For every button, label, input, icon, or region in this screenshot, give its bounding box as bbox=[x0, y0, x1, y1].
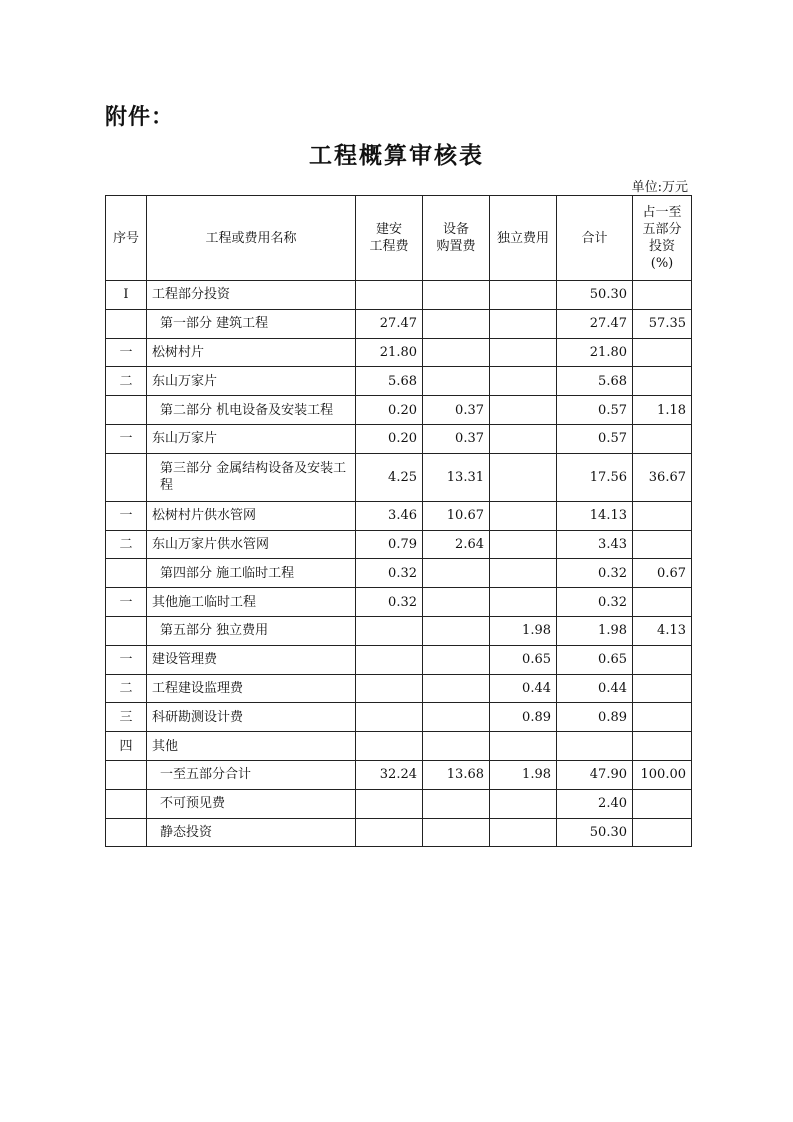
cell-total: 50.30 bbox=[557, 818, 633, 847]
header-name: 工程或费用名称 bbox=[147, 196, 356, 281]
cell-seq: 三 bbox=[106, 703, 147, 732]
cell-construction: 21.80 bbox=[356, 338, 423, 367]
cell-equipment bbox=[423, 616, 490, 645]
cell-name: 建设管理费 bbox=[147, 645, 356, 674]
cell-independent bbox=[490, 818, 557, 847]
cell-equipment bbox=[423, 367, 490, 396]
cell-total: 0.57 bbox=[557, 396, 633, 425]
cell-equipment bbox=[423, 281, 490, 310]
cell-construction: 4.25 bbox=[356, 453, 423, 501]
cell-equipment bbox=[423, 674, 490, 703]
cell-name: 一至五部分合计 bbox=[147, 760, 356, 789]
cell-percent bbox=[633, 645, 692, 674]
table-row bbox=[106, 588, 692, 617]
cell-seq: 二 bbox=[106, 674, 147, 703]
cell-total bbox=[557, 732, 633, 761]
cell-seq: 一 bbox=[106, 338, 147, 367]
cell-construction bbox=[356, 732, 423, 761]
cell-seq: 一 bbox=[106, 645, 147, 674]
cell-total: 0.65 bbox=[557, 645, 633, 674]
cell-equipment bbox=[423, 789, 490, 818]
cell-construction: 0.20 bbox=[356, 424, 423, 453]
cell-construction: 0.32 bbox=[356, 559, 423, 588]
cell-seq: 四 bbox=[106, 732, 147, 761]
cell-name: 松树村片供水管网 bbox=[147, 501, 356, 530]
cell-percent bbox=[633, 818, 692, 847]
cell-total: 0.32 bbox=[557, 588, 633, 617]
cell-total: 27.47 bbox=[557, 309, 633, 338]
unit-label: 单位:万元 bbox=[631, 180, 688, 195]
table-row bbox=[106, 732, 692, 761]
table-row bbox=[106, 645, 692, 674]
cell-independent bbox=[490, 530, 557, 559]
cell-independent: 1.98 bbox=[490, 616, 557, 645]
cell-name: 其他 bbox=[147, 732, 356, 761]
table-row bbox=[106, 789, 692, 818]
cell-seq bbox=[106, 616, 147, 645]
cell-independent bbox=[490, 281, 557, 310]
cell-equipment: 10.67 bbox=[423, 501, 490, 530]
cell-equipment bbox=[423, 732, 490, 761]
cell-equipment bbox=[423, 338, 490, 367]
header-total: 合计 bbox=[557, 196, 633, 281]
cell-name: 第一部分 建筑工程 bbox=[147, 309, 356, 338]
cell-percent bbox=[633, 732, 692, 761]
cell-percent bbox=[633, 530, 692, 559]
table-row bbox=[106, 396, 692, 425]
cell-equipment: 0.37 bbox=[423, 424, 490, 453]
cell-construction: 0.20 bbox=[356, 396, 423, 425]
cell-independent: 0.65 bbox=[490, 645, 557, 674]
cell-independent: 0.44 bbox=[490, 674, 557, 703]
table-row bbox=[106, 674, 692, 703]
cell-construction: 0.79 bbox=[356, 530, 423, 559]
cell-equipment bbox=[423, 559, 490, 588]
cell-seq: 一 bbox=[106, 501, 147, 530]
cell-seq: 一 bbox=[106, 588, 147, 617]
cell-name: 第四部分 施工临时工程 bbox=[147, 559, 356, 588]
cell-seq bbox=[106, 818, 147, 847]
cell-percent: 36.67 bbox=[633, 453, 692, 501]
cell-name: 其他施工临时工程 bbox=[147, 588, 356, 617]
cell-total: 5.68 bbox=[557, 367, 633, 396]
cell-independent bbox=[490, 588, 557, 617]
cell-construction: 5.68 bbox=[356, 367, 423, 396]
cell-seq: I bbox=[106, 281, 147, 310]
table-row bbox=[106, 818, 692, 847]
cell-equipment bbox=[423, 703, 490, 732]
audit-table bbox=[105, 195, 692, 847]
cell-name: 静态投资 bbox=[147, 818, 356, 847]
cell-percent bbox=[633, 367, 692, 396]
cell-independent bbox=[490, 453, 557, 501]
cell-percent: 1.18 bbox=[633, 396, 692, 425]
cell-percent bbox=[633, 789, 692, 818]
cell-independent bbox=[490, 732, 557, 761]
cell-name: 工程部分投资 bbox=[147, 281, 356, 310]
cell-total: 14.13 bbox=[557, 501, 633, 530]
table-row bbox=[106, 309, 692, 338]
cell-name: 松树村片 bbox=[147, 338, 356, 367]
cell-name: 不可预见费 bbox=[147, 789, 356, 818]
cell-percent bbox=[633, 588, 692, 617]
header-percent: 占一至 五部分 投资 (%) bbox=[633, 196, 692, 281]
cell-percent: 100.00 bbox=[633, 760, 692, 789]
cell-construction bbox=[356, 645, 423, 674]
cell-percent bbox=[633, 674, 692, 703]
page-title: 工程概算审核表 bbox=[309, 143, 484, 169]
cell-equipment bbox=[423, 588, 490, 617]
cell-independent bbox=[490, 789, 557, 818]
table-row bbox=[106, 703, 692, 732]
cell-total: 3.43 bbox=[557, 530, 633, 559]
cell-independent: 0.89 bbox=[490, 703, 557, 732]
table-row bbox=[106, 760, 692, 789]
cell-construction bbox=[356, 674, 423, 703]
cell-seq: 二 bbox=[106, 530, 147, 559]
cell-equipment: 13.68 bbox=[423, 760, 490, 789]
cell-independent bbox=[490, 424, 557, 453]
cell-independent bbox=[490, 501, 557, 530]
cell-total: 50.30 bbox=[557, 281, 633, 310]
table-row bbox=[106, 367, 692, 396]
cell-construction bbox=[356, 789, 423, 818]
table-row bbox=[106, 281, 692, 310]
table-row bbox=[106, 559, 692, 588]
cell-name: 科研勘测设计费 bbox=[147, 703, 356, 732]
cell-independent bbox=[490, 367, 557, 396]
cell-total: 21.80 bbox=[557, 338, 633, 367]
table-row bbox=[106, 338, 692, 367]
cell-equipment: 13.31 bbox=[423, 453, 490, 501]
cell-percent bbox=[633, 703, 692, 732]
cell-name: 第三部分 金属结构设备及安装工程 bbox=[147, 453, 356, 501]
cell-seq: 二 bbox=[106, 367, 147, 396]
cell-total: 0.32 bbox=[557, 559, 633, 588]
cell-construction: 32.24 bbox=[356, 760, 423, 789]
cell-total: 17.56 bbox=[557, 453, 633, 501]
cell-name: 第五部分 独立费用 bbox=[147, 616, 356, 645]
cell-equipment bbox=[423, 309, 490, 338]
cell-seq bbox=[106, 559, 147, 588]
header-seq: 序号 bbox=[106, 196, 147, 281]
table-row bbox=[106, 501, 692, 530]
table-header-row bbox=[106, 196, 692, 281]
cell-seq bbox=[106, 453, 147, 501]
cell-percent: 0.67 bbox=[633, 559, 692, 588]
cell-equipment: 0.37 bbox=[423, 396, 490, 425]
cell-total: 2.40 bbox=[557, 789, 633, 818]
cell-independent bbox=[490, 309, 557, 338]
cell-seq: 一 bbox=[106, 424, 147, 453]
cell-independent: 1.98 bbox=[490, 760, 557, 789]
cell-equipment bbox=[423, 818, 490, 847]
header-independent: 独立费用 bbox=[490, 196, 557, 281]
cell-percent bbox=[633, 338, 692, 367]
cell-percent: 4.13 bbox=[633, 616, 692, 645]
cell-construction: 27.47 bbox=[356, 309, 423, 338]
cell-name: 工程建设监理费 bbox=[147, 674, 356, 703]
table-row bbox=[106, 424, 692, 453]
table-row bbox=[106, 616, 692, 645]
cell-total: 0.44 bbox=[557, 674, 633, 703]
cell-construction: 3.46 bbox=[356, 501, 423, 530]
cell-construction bbox=[356, 703, 423, 732]
cell-construction: 0.32 bbox=[356, 588, 423, 617]
cell-percent bbox=[633, 281, 692, 310]
cell-total: 1.98 bbox=[557, 616, 633, 645]
table-row bbox=[106, 453, 692, 501]
cell-name: 东山万家片 bbox=[147, 367, 356, 396]
cell-independent bbox=[490, 559, 557, 588]
cell-equipment bbox=[423, 645, 490, 674]
cell-total: 0.89 bbox=[557, 703, 633, 732]
cell-equipment: 2.64 bbox=[423, 530, 490, 559]
cell-percent bbox=[633, 501, 692, 530]
header-construction: 建安 工程费 bbox=[356, 196, 423, 281]
cell-construction bbox=[356, 818, 423, 847]
cell-percent: 57.35 bbox=[633, 309, 692, 338]
cell-name: 东山万家片供水管网 bbox=[147, 530, 356, 559]
cell-independent bbox=[490, 396, 557, 425]
cell-construction bbox=[356, 281, 423, 310]
cell-construction bbox=[356, 616, 423, 645]
cell-seq bbox=[106, 396, 147, 425]
cell-seq bbox=[106, 309, 147, 338]
cell-percent bbox=[633, 424, 692, 453]
cell-independent bbox=[490, 338, 557, 367]
table-row bbox=[106, 530, 692, 559]
attachment-label: 附件： bbox=[105, 105, 175, 130]
cell-seq bbox=[106, 789, 147, 818]
cell-name: 第二部分 机电设备及安装工程 bbox=[147, 396, 356, 425]
header-equipment: 设备 购置费 bbox=[423, 196, 490, 281]
cell-total: 0.57 bbox=[557, 424, 633, 453]
cell-name: 东山万家片 bbox=[147, 424, 356, 453]
cell-total: 47.90 bbox=[557, 760, 633, 789]
cell-seq bbox=[106, 760, 147, 789]
